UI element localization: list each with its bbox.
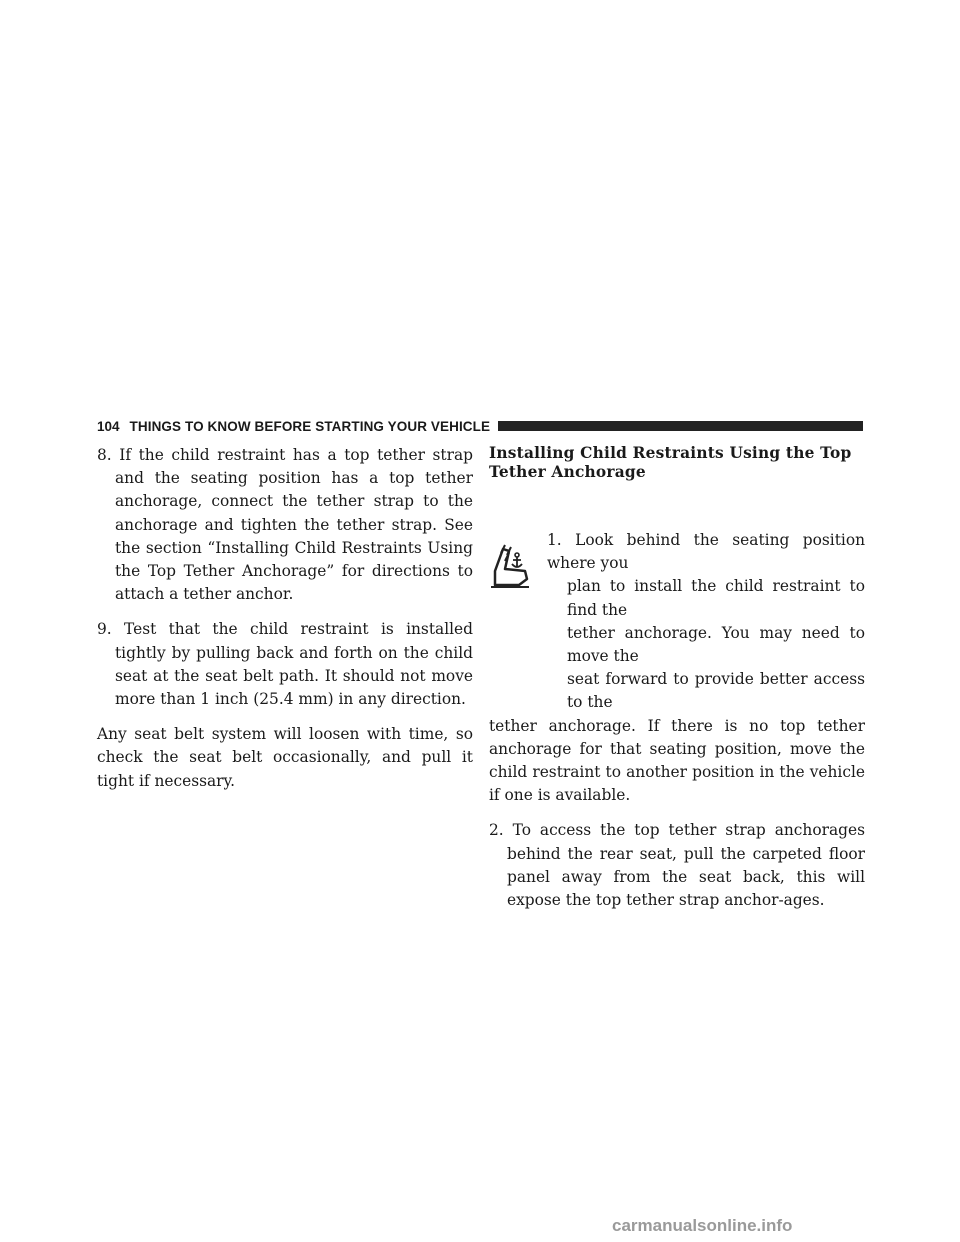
page-header bbox=[97, 416, 863, 436]
watermark: carmanualsonline.info bbox=[612, 1216, 793, 1235]
page-number: 104 bbox=[97, 418, 120, 434]
step1-continuation: tether anchorage. If there is no top tether anchorage for that seating position, move the child restraint to another position in the vehicle if one is available. bbox=[489, 716, 865, 805]
child-seat-tether-anchor-icon bbox=[489, 541, 533, 589]
left-column bbox=[97, 444, 473, 793]
list-item-8: 8. If the child restraint has a top tether strap and the seating position has a top tether anchorage, connect the tether strap to the anchorage and tighten the tether strap. See the section “Installing Child Restraints Using the Top Tether Anchorage” for directions to attach a tether anchor. bbox=[97, 446, 473, 604]
list-item-1 bbox=[489, 529, 865, 807]
step1-line-3: tether anchorage. You may need to move the bbox=[567, 623, 865, 666]
step1-line-1: 1. Look behind the seating position where you bbox=[547, 531, 865, 573]
seat-belt-paragraph: Any seat belt system will loosen with time, so check the seat belt occasionally, and pull it tight if necessary. bbox=[97, 725, 473, 790]
section-heading: Installing Child Restraints Using the Top Tether Anchorage bbox=[489, 444, 852, 481]
step1-line-2: plan to install the child restraint to find the bbox=[567, 577, 865, 619]
step1-line-4: seat forward to provide better access to the bbox=[567, 670, 865, 712]
list-item-2: 2. To access the top tether strap anchorages behind the rear seat, pull the carpeted floor panel away from the seat back, this will expose the top tether strap anchor-ages. bbox=[489, 821, 865, 910]
header-rule bbox=[498, 421, 863, 431]
section-title: THINGS TO KNOW BEFORE STARTING YOUR VEHICLE bbox=[129, 418, 491, 434]
right-column bbox=[489, 444, 865, 924]
list-item-9: 9. Test that the child restraint is installed tightly by pulling back and forth on the child seat at the seat belt path. It should not move more than 1 inch (25.4 mm) in any direction. bbox=[97, 620, 473, 709]
